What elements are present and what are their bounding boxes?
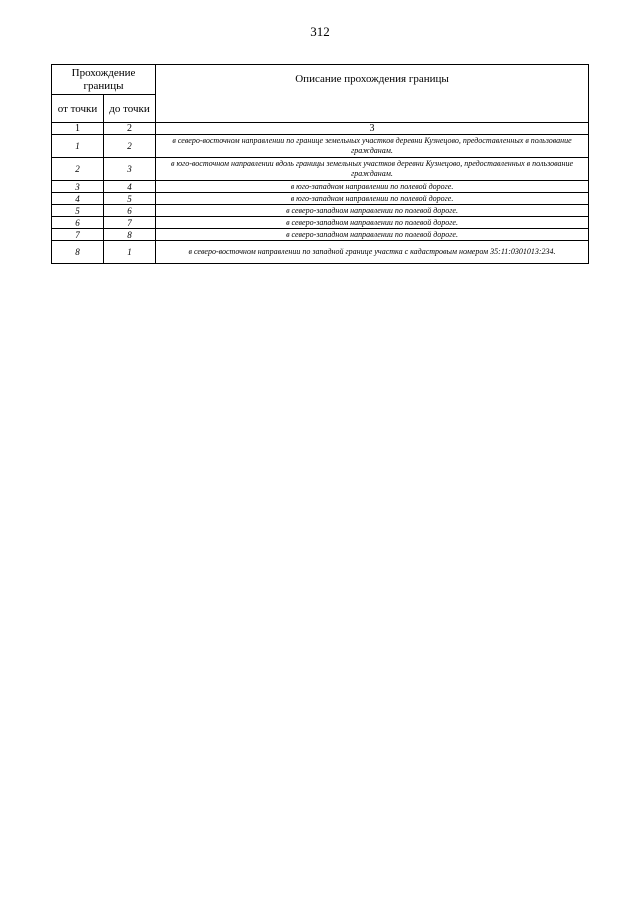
from-point-cell: 7 bbox=[52, 229, 104, 241]
description-cell: в северо-западном направлении по полевой дороге. bbox=[156, 229, 589, 241]
description-cell: в северо-западном направлении по полевой дороге. bbox=[156, 217, 589, 229]
from-point-cell: 6 bbox=[52, 217, 104, 229]
table-row bbox=[52, 181, 589, 193]
column-number-row bbox=[52, 123, 589, 135]
header-boundary-passage: Прохождение границы bbox=[52, 65, 156, 95]
to-point-cell: 8 bbox=[104, 229, 156, 241]
to-point-cell: 2 bbox=[104, 135, 156, 158]
boundary-table bbox=[51, 64, 589, 264]
description-cell: в северо-восточном направлении по границе земельных участков деревни Кузнецово, предоставленных в пользование гражданам. bbox=[156, 135, 589, 158]
from-point-cell: 3 bbox=[52, 181, 104, 193]
to-point-cell: 4 bbox=[104, 181, 156, 193]
header-to-point: до точки bbox=[104, 95, 156, 123]
from-point-cell: 1 bbox=[52, 135, 104, 158]
description-cell: в юго-западном направлении по полевой дороге. bbox=[156, 193, 589, 205]
page-number: 312 bbox=[310, 24, 330, 39]
to-point-cell: 7 bbox=[104, 217, 156, 229]
table-row bbox=[52, 158, 589, 181]
table-row bbox=[52, 217, 589, 229]
column-number: 2 bbox=[104, 123, 156, 135]
table-row bbox=[52, 229, 589, 241]
to-point-cell: 3 bbox=[104, 158, 156, 181]
description-cell: в северо-западном направлении по полевой дороге. bbox=[156, 205, 589, 217]
description-cell: в юго-западном направлении по полевой дороге. bbox=[156, 181, 589, 193]
table-row bbox=[52, 205, 589, 217]
header-description: Описание прохождения границы bbox=[156, 65, 589, 123]
description-cell: в юго-восточном направлении вдоль границы земельных участков деревни Кузнецово, предоставленных в пользование гражданам. bbox=[156, 158, 589, 181]
from-point-cell: 5 bbox=[52, 205, 104, 217]
header-from-point: от точки bbox=[52, 95, 104, 123]
from-point-cell: 4 bbox=[52, 193, 104, 205]
to-point-cell: 6 bbox=[104, 205, 156, 217]
to-point-cell: 5 bbox=[104, 193, 156, 205]
table-row bbox=[52, 193, 589, 205]
table-row bbox=[52, 135, 589, 158]
to-point-cell: 1 bbox=[104, 241, 156, 264]
from-point-cell: 2 bbox=[52, 158, 104, 181]
table-row bbox=[52, 241, 589, 264]
column-number: 1 bbox=[52, 123, 104, 135]
from-point-cell: 8 bbox=[52, 241, 104, 264]
description-cell: в северо-восточном направлении по западной границе участка с кадастровым номером 35:11:0301013:234. bbox=[156, 241, 589, 264]
column-number: 3 bbox=[156, 123, 589, 135]
